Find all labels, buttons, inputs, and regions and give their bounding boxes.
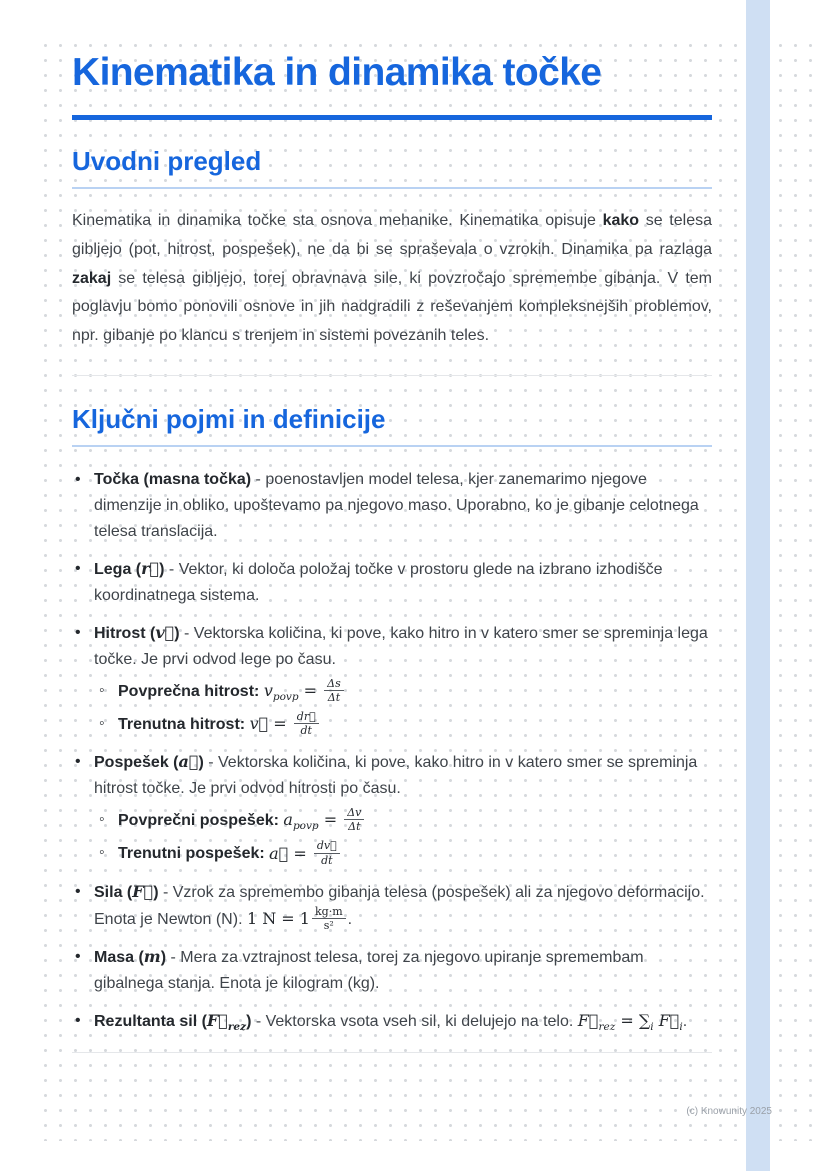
section-divider <box>72 375 712 376</box>
fraction <box>344 806 364 833</box>
formula-povprecna-hitrost <box>263 676 346 704</box>
label-trenutna-hitrost-text: Trenutna hitrost <box>118 716 240 734</box>
desc-sila: - Vzrok za spremembo gibanja telesa (pospešek) ali za njegovo deformacijo. Enota je Newton (N). <box>94 883 705 928</box>
equals-sign: = <box>318 810 343 830</box>
vector-F-symbol: F⃗ <box>206 1010 228 1030</box>
period: . <box>682 1012 688 1030</box>
list-item-masa <box>72 944 712 997</box>
equals-sign: = <box>615 1010 639 1030</box>
document-content <box>72 50 712 1053</box>
formula-rezultanta <box>577 1010 683 1034</box>
fraction-numerator: Δv <box>347 806 362 820</box>
fraction <box>294 710 319 737</box>
fraction-numerator: dr⃗ <box>296 709 316 723</box>
term-rezultanta-text: Rezultanta sil ( <box>94 1012 207 1030</box>
page-title: Kinematika in dinamika točke <box>72 51 602 94</box>
formula-newton <box>246 904 348 932</box>
fraction-denominator: s² <box>312 918 346 932</box>
fraction-numerator: dv⃗ <box>316 839 337 853</box>
term-sila-close: ) <box>153 883 159 901</box>
list-item-trenutna-hitrost <box>98 711 712 738</box>
formula-lhs: v⃗ <box>249 714 269 734</box>
copyright-footer: (c) Knowunity 2025 <box>686 1106 772 1117</box>
desc-hitrost: - Vektorska količina, ki pove, kako hitro in v katero smer se spreminja lega točke. Je prvi odvod lege po času. <box>94 624 708 668</box>
formula-lhs-subscript: rez <box>598 1021 616 1034</box>
sum-subscript: i <box>650 1021 654 1034</box>
formula-rhs: F⃗ <box>658 1010 680 1030</box>
term-hitrost-close: ) <box>174 624 180 642</box>
formula-lhs: a <box>283 810 293 830</box>
formula-lhs: F⃗ <box>577 1010 599 1030</box>
intro-bold-kako: kako <box>602 211 640 229</box>
list-item-trenutni-pospesek <box>98 840 712 867</box>
fraction-denominator: Δt <box>344 819 364 833</box>
fraction-denominator: Δt <box>324 690 344 704</box>
intro-text-2: se telesa gibljejo (pot, hitrost, pospešek), ne da bi se spraševala o vzrokih. Dinamika pa razlaga <box>72 211 712 258</box>
intro-bold-zakaj: zakaj <box>72 269 112 287</box>
rez-subscript: rez <box>227 1021 247 1034</box>
term-hitrost-text: Hitrost ( <box>94 624 156 642</box>
section-heading-kljucni-pojmi: Ključni pojmi in definicije <box>72 404 712 447</box>
list-item-rezultanta <box>72 1008 712 1036</box>
list-item-povprecni-pospesek <box>98 807 712 835</box>
fraction-denominator: dt <box>294 723 319 737</box>
desc-lega: - Vektor, ki določa položaj točke v prostoru glede na izbrano izhodišče koordinatnega sistema. <box>94 560 663 604</box>
formula-newton-lhs: 1 N = 1 <box>246 908 310 928</box>
sum-symbol: ∑ <box>638 1010 651 1030</box>
left-margin <box>0 0 42 1171</box>
pospesek-sublist <box>98 807 712 868</box>
vector-a-symbol: a⃗ <box>178 752 199 772</box>
list-item-povprecna-hitrost <box>98 678 712 706</box>
bottom-divider <box>72 1052 712 1053</box>
desc-tocka: - poenostavljen model telesa, kjer zanemarimo njegove dimenzije in obliko, upoštevamo pa njegovo maso. Uporabno, ko je gibanje celotnega telesa translacija. <box>94 471 699 540</box>
intro-paragraph <box>72 207 712 351</box>
term-pospesek-close: ) <box>198 754 204 772</box>
label-povprecna-hitrost-text: Povprečna hitrost <box>118 682 255 700</box>
hitrost-sublist <box>98 678 712 739</box>
fraction <box>312 905 346 932</box>
equals-sign: = <box>268 714 292 734</box>
colon: : <box>259 845 270 863</box>
right-margin <box>821 0 828 1171</box>
list-item-tocka <box>72 467 712 545</box>
intro-text-3: se telesa gibljejo, torej obravnava sile, ki povzročajo spremembe gibanja. V tem poglavju bomo ponovili osnove in jih nadgradili z reševanjem kompleksnejših problemov, npr. gibanje po klancu s trenjem in sistemi povezanih teles. <box>72 269 712 345</box>
equals-sign: = <box>298 680 323 700</box>
term-rezultanta <box>94 1010 252 1034</box>
formula-lhs-subscript: povp <box>272 690 299 703</box>
right-accent-stripe <box>746 0 770 1171</box>
term-sila <box>94 881 159 901</box>
vector-Frez-symbol <box>206 1010 247 1034</box>
desc-masa: - Mera za vztrajnost telesa, torej za njegovo upiranje spremembam gibalnega stanja. Enota je kilogram (kg). <box>94 949 644 992</box>
period: . <box>347 910 353 928</box>
formula-lhs: v <box>263 680 273 700</box>
label-trenutna-hitrost <box>118 716 250 733</box>
term-masa <box>94 949 166 966</box>
list-item-pospesek <box>72 749 712 868</box>
term-rezultanta-close: ) <box>246 1012 252 1030</box>
formula-trenutna-hitrost <box>249 709 321 738</box>
formula-trenutni-pospesek <box>269 839 342 867</box>
term-lega <box>94 558 165 578</box>
colon: : <box>273 812 284 830</box>
fraction <box>314 839 340 866</box>
formula-lhs: a⃗ <box>269 843 289 863</box>
title-underline <box>72 115 712 120</box>
label-povprecni-pospesek-text: Povprečni pospešek <box>118 812 274 830</box>
section-heading-uvodni-pregled: Uvodni pregled <box>72 146 712 189</box>
term-masa-close: ) <box>160 949 167 967</box>
formula-lhs-subscript: povp <box>292 820 319 833</box>
term-hitrost <box>94 622 180 642</box>
label-trenutni-pospesek <box>118 846 269 863</box>
equals-sign: = <box>288 843 312 863</box>
term-sila-text: Sila ( <box>94 883 133 901</box>
label-povprecni-pospesek <box>118 812 283 829</box>
list-item-hitrost <box>72 620 712 739</box>
term-lega-close: ) <box>159 560 165 578</box>
desc-rezultanta: - Vektorska vsota vseh sil, ki delujejo na telo. <box>251 1012 578 1030</box>
intro-text-1: Kinematika in dinamika točke sta osnova mehanike. Kinematika opisuje <box>72 211 603 229</box>
vector-F-symbol: F⃗ <box>132 881 154 901</box>
colon: : <box>239 716 250 734</box>
desc-pospesek: - Vektorska količina, ki pove, kako hitro in v katero smer se spreminja hitrost točke. Je prvi odvod hitrosti po času. <box>94 754 698 798</box>
label-trenutni-pospesek-text: Trenutni pospešek <box>118 845 260 863</box>
term-lega-text: Lega ( <box>94 560 142 578</box>
vector-v-symbol: v⃗ <box>155 622 175 642</box>
definitions-list <box>72 467 712 1036</box>
top-margin <box>0 0 828 37</box>
list-item-lega <box>72 556 712 609</box>
label-povprecna-hitrost <box>118 683 264 700</box>
fraction <box>324 677 344 704</box>
term-masa-text: Masa ( <box>94 949 144 967</box>
fraction-numerator: Δs <box>327 676 341 690</box>
term-pospesek-text: Pospešek ( <box>94 754 179 772</box>
vector-r-symbol: r⃗ <box>141 558 160 578</box>
term-pospesek <box>94 754 204 771</box>
list-item-sila <box>72 879 712 933</box>
formula-rhs-subscript: i <box>679 1021 683 1034</box>
fraction-numerator: kg·m <box>314 904 343 918</box>
stripe-gap <box>770 0 777 1171</box>
fraction-denominator: dt <box>314 853 340 867</box>
bottom-margin <box>0 1141 828 1171</box>
colon: : <box>254 682 264 700</box>
formula-povprecni-pospesek <box>283 806 366 834</box>
term-tocka: Točka (masna točka) <box>94 471 252 489</box>
mass-m-symbol: m <box>143 947 161 967</box>
